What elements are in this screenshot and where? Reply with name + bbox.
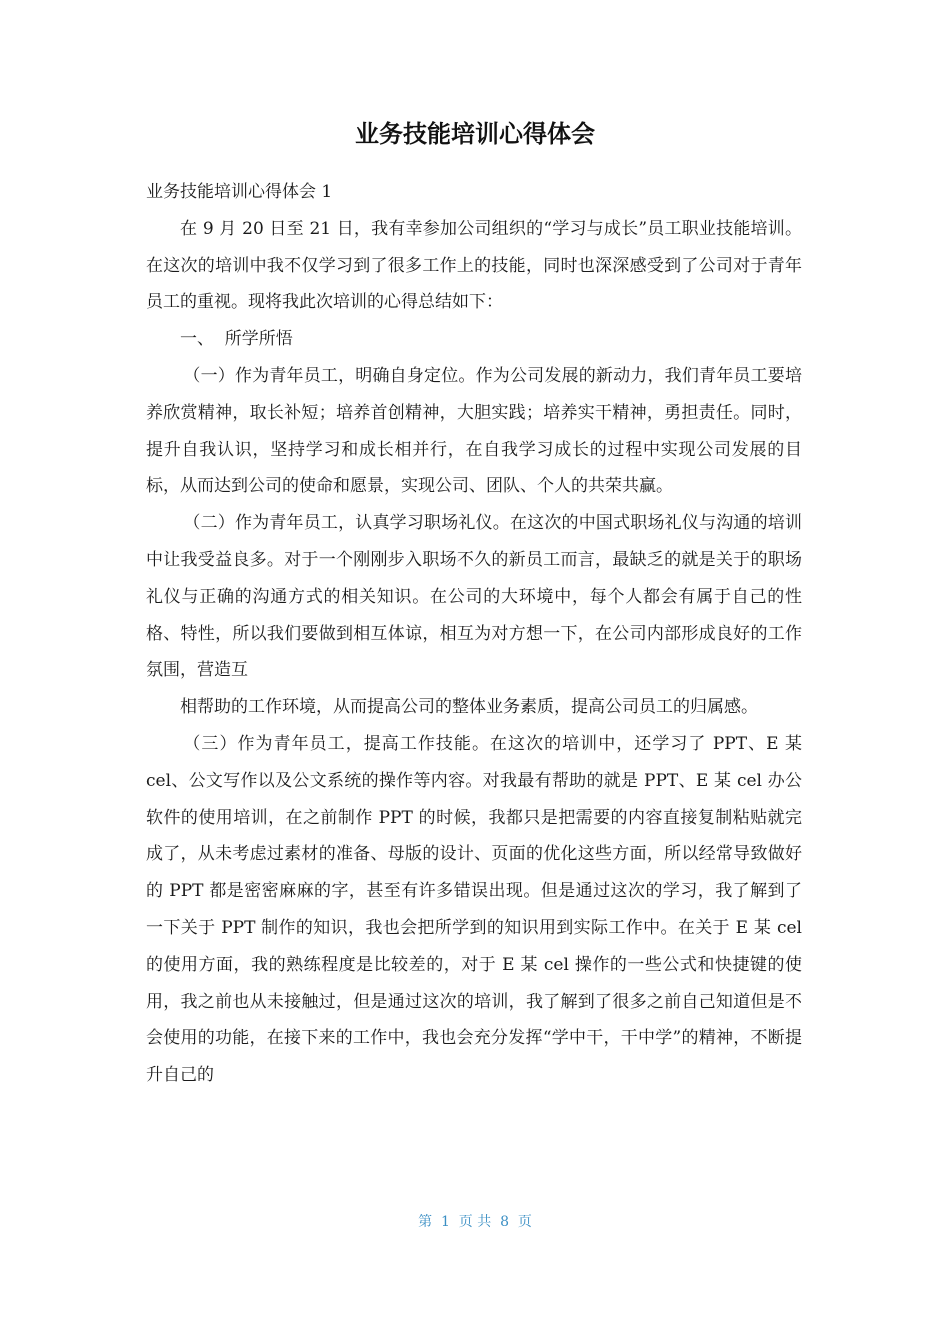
section-subtitle: 业务技能培训心得体会 1: [146, 182, 333, 202]
document-title: 业务技能培训心得体会: [355, 120, 595, 148]
section-heading-one: 一、 所学所悟: [180, 329, 293, 350]
paragraph-point-two: （二）作为青年员工，认真学习职场礼仪。在这次的中国式职场礼仪与沟通的培训中让我受益良多。对于一个刚刚步入职场不久的新员工而言，最缺乏的就是关于的职场礼仪与正确的沟通方式的相关知识。在公司的大环境中，每个人都会有属于自己的性格、特性，所以我们要做到相互体谅，相互为对方想一下，在公司内部形成良好的工作氛围，营造互: [146, 513, 802, 681]
page-number-footer: 第 1 页 共 8 页: [418, 1214, 532, 1230]
paragraph-point-three: （三）作为青年员工，提高工作技能。在这次的培训中，还学习了 PPT、E 某 cel、公文写作以及公文系统的操作等内容。对我最有帮助的就是 PPT、E 某 cel 办公软件的使用培训，在之前制作 PPT 的时候，我都只是把需要的内容直接复制粘贴就完成了，从未考虑过素材的准备、母版的设计、页面的优化这些方面，所以经常导致做好的 PPT 都是密密麻麻的字，甚至有许多错误出现。但是通过这次的学习，我了解到了一下关于 PPT 制作的知识，我也会把所学到的知识用到实际工作中。在关于 E 某 cel 的使用方面，我的熟练程度是比较差的，对于 E 某 cel 操作的一些公式和快捷键的使用，我之前也从未接触过，但是通过这次的培训，我了解到了很多之前自己知道但是不会使用的功能，在接下来的工作中，我也会充分发挥“学中干，干中学”的精神，不断提升自己的: [146, 733, 802, 1086]
paragraph-intro: 在 9 月 20 日至 21 日，我有幸参加公司组织的“学习与成长”员工职业技能培训。在这次的培训中我不仅学习到了很多工作上的技能，同时也深深感受到了公司对于青年员工的重视。现将我此次培训的心得总结如下：: [146, 218, 802, 313]
paragraph-point-one: （一）作为青年员工，明确自身定位。作为公司发展的新动力，我们青年员工要培养欣赏精神，取长补短；培养首创精神，大胆实践；培养实干精神，勇担责任。同时，提升自我认识，坚持学习和成长相并行，在自我学习成长的过程中实现公司发展的目标，从而达到公司的使命和愿景，实现公司、团队、个人的共荣共赢。: [146, 365, 802, 497]
document-body: [146, 174, 802, 1094]
paragraph-point-two-continued: 相帮助的工作环境，从而提高公司的整体业务素质，提高公司员工的归属感。: [180, 697, 758, 718]
